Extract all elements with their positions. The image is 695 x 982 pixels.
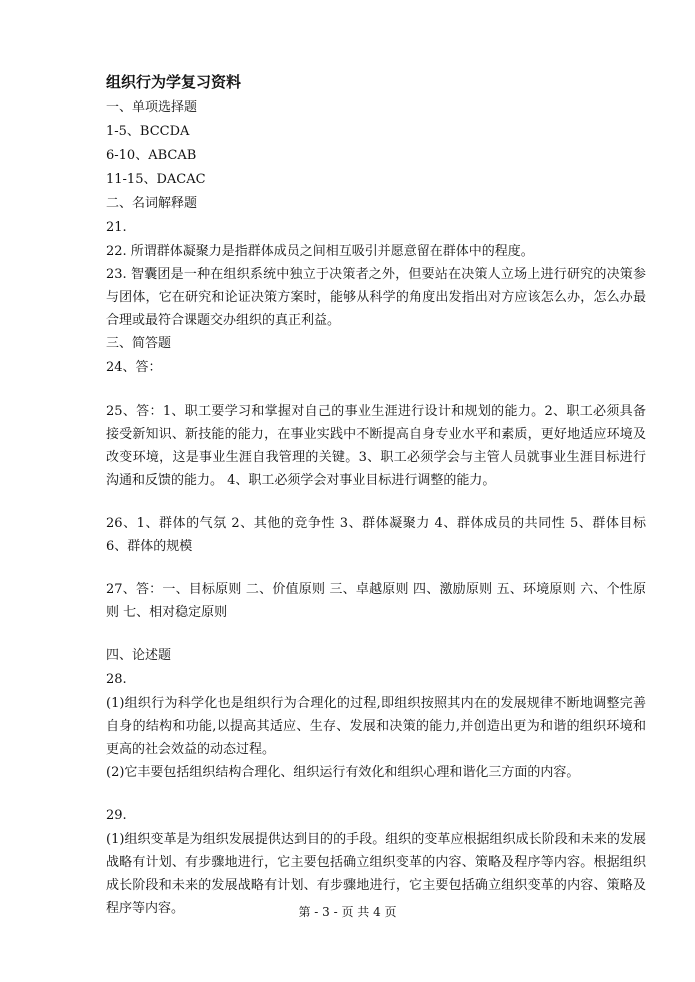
question-28-number: 28. xyxy=(106,672,127,687)
question-21: 21. xyxy=(106,220,127,235)
question-27: 27、答：一、目标原则 二、价值原则 三、卓越原则 四、激励原则 五、环境原则 六、个性原则 七、相对稳定原则 xyxy=(106,582,646,620)
page-footer: 第 - 3 - 页 共 4 页 xyxy=(298,905,397,919)
section-heading-short-answer: 三、简答题 xyxy=(106,336,172,351)
spacer xyxy=(106,558,646,578)
question-23: 23. 智囊团是一种在组织系统中独立于决策者之外，但要站在决策人立场上进行研究的决策参与团体，它在研究和论证决策方案时，能够从科学的角度出发指出对方应该怎么办，怎么办最合理或最符合课题交办组织的真正利益。 xyxy=(106,267,646,328)
answer-line-6-10: 6-10、ABCAB xyxy=(106,148,197,163)
spacer xyxy=(106,784,646,804)
question-26: 26、1、群体的气氛 2、其他的竞争性 3、群体凝聚力 4、群体成员的共同性 5、群体目标 6、群体的规模 xyxy=(106,516,646,554)
answer-line-11-15: 11-15、DACAC xyxy=(106,172,206,187)
question-29-number: 29. xyxy=(106,808,127,823)
question-25: 25、答：1、职工要学习和掌握对自己的事业生涯进行设计和规划的能力。2、职工必须具备接受新知识、新技能的能力，在事业实践中不断提高自身专业水平和素质，更好地适应环境及改变环境，这是事业生涯自我管理的关键。3、职工必须学会与主管人员就事业生涯目标进行沟通和反馈的能力。 4、职工必须学会对事业目标进行调整的能力。 xyxy=(106,404,646,488)
spacer xyxy=(106,624,646,644)
section-heading-essay: 四、论述题 xyxy=(106,648,172,663)
question-22: 22. 所谓群体凝聚力是指群体成员之间相互吸引并愿意留在群体中的程度。 xyxy=(106,244,534,259)
question-24: 24、答： xyxy=(106,360,162,375)
answer-line-1-5: 1-5、BCCDA xyxy=(106,124,190,139)
section-heading-single-choice: 一、单项选择题 xyxy=(106,100,198,115)
section-heading-terms: 二、名词解释题 xyxy=(106,196,198,211)
spacer xyxy=(106,380,646,400)
document-page xyxy=(106,70,646,920)
spacer xyxy=(106,492,646,512)
document-title: 组织行为学复习资料 xyxy=(106,73,242,91)
question-28-part-2: (2)它丰要包括组织结构合理化、组织运行有效化和组织心理和谐化三方面的内容。 xyxy=(106,765,580,780)
question-28-part-1: (1)组织行为科学化也是组织行为合理化的过程,即组织按照其内在的发展规律不断地调整完善自身的结构和功能,以提高其适应、生存、发展和决策的能力,并创造出更为和谐的组织环境和更高的社会效益的动态过程。 xyxy=(106,696,646,757)
question-29-part-1: (1)组织变革是为组织发展提供达到目的的手段。组织的变革应根据组织成长阶段和未来的发展战略有计划、有步骤地进行，它主要包括确立组织变革的内容、策略及程序等内容。根据组织成长阶段和未来的发展战略有计划、有步骤地进行，它主要包括确立组织变革的内容、策略及程序等内容。 xyxy=(106,832,646,916)
